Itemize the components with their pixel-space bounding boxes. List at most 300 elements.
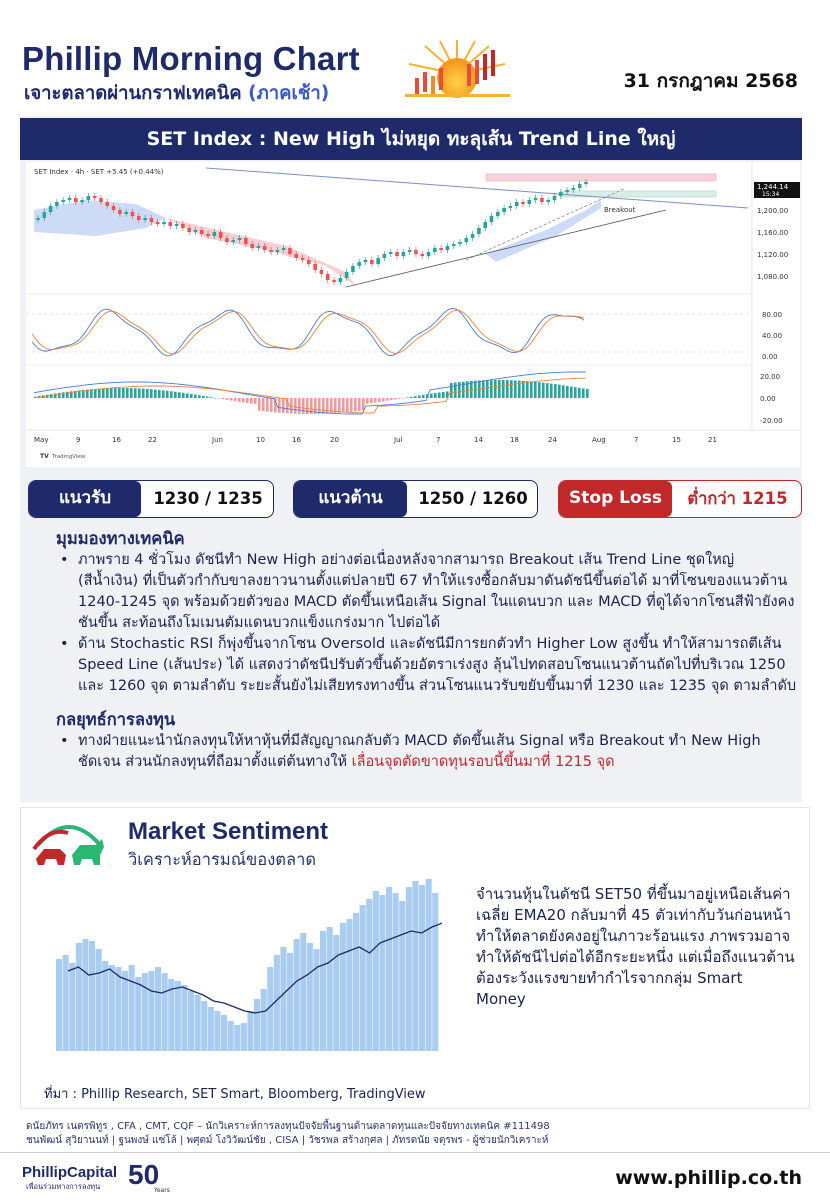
macd-histogram-bar xyxy=(430,394,433,398)
anniversary-logo xyxy=(128,1158,176,1194)
time-tick: 7 xyxy=(634,436,639,444)
tradingview-label: TradingView xyxy=(52,454,86,460)
macd-histogram-bar xyxy=(374,398,377,403)
set50-bar xyxy=(426,879,432,1051)
price-tick: 1,120.00 xyxy=(757,251,789,259)
set50-bar xyxy=(109,965,115,1051)
resistance-label: แนวต้าน xyxy=(294,481,407,517)
candle-body xyxy=(528,200,532,204)
candle-body xyxy=(427,252,431,256)
candle-body xyxy=(168,222,172,226)
candle-body xyxy=(572,188,576,190)
macd-histogram-bar xyxy=(110,388,113,398)
stoch-tick: 40.00 xyxy=(762,332,783,340)
macd-histogram-bar xyxy=(322,398,325,414)
set50-bar xyxy=(261,989,267,1051)
macd-histogram-bar xyxy=(394,398,397,399)
time-tick: 20 xyxy=(330,436,339,444)
macd-histogram-bar xyxy=(122,388,125,398)
macd-histogram-bar xyxy=(178,392,181,398)
macd-histogram-bar xyxy=(510,380,513,398)
macd-histogram-bar xyxy=(98,389,101,398)
set50-bar xyxy=(201,1001,207,1051)
macd-histogram-bar xyxy=(542,383,545,398)
macd-histogram-bar xyxy=(338,398,341,413)
stoploss-level-card xyxy=(558,480,802,518)
candle-body xyxy=(357,262,361,266)
set50-bar xyxy=(129,965,135,1051)
macd-histogram-bar xyxy=(238,398,241,402)
analysis-heading: มุมมองทางเทคนิค xyxy=(56,529,185,548)
set50-bar xyxy=(241,1023,247,1051)
macd-histogram-bar xyxy=(106,388,109,398)
set50-bar xyxy=(333,935,339,1051)
set50-bar xyxy=(115,967,121,1051)
candle-body xyxy=(465,238,469,242)
candle-body xyxy=(420,254,424,256)
resistance-level-card xyxy=(293,480,538,518)
macd-pane xyxy=(34,372,589,414)
logo-arc-red xyxy=(34,832,68,849)
candle-body xyxy=(326,274,330,280)
phillipcapital-logo: PhillipCapital xyxy=(22,1164,118,1181)
candle-body xyxy=(509,206,513,208)
macd-histogram-bar xyxy=(450,383,453,398)
macd-histogram-bar xyxy=(370,398,373,403)
time-tick: May xyxy=(34,436,49,444)
candle-body xyxy=(137,216,141,220)
candle-body xyxy=(219,232,223,238)
macd-histogram-bar xyxy=(242,398,245,402)
candle-body xyxy=(578,184,582,188)
candle-body xyxy=(395,252,399,256)
set50-bar xyxy=(221,1015,227,1051)
set50-bar xyxy=(379,895,385,1051)
macd-histogram-bar xyxy=(554,384,557,398)
candle-body xyxy=(124,212,128,214)
candle-body xyxy=(345,272,349,278)
report-subtitle xyxy=(24,79,329,108)
time-tick: 14 xyxy=(474,436,483,444)
macd-histogram-bar xyxy=(146,389,149,398)
time-tick: 9 xyxy=(76,436,81,444)
macd-histogram-bar xyxy=(230,398,233,401)
candle-body xyxy=(244,238,248,244)
time-tick: 18 xyxy=(510,436,519,444)
macd-histogram-bar xyxy=(114,388,117,398)
website-url: www.phillip.co.th xyxy=(615,1167,802,1189)
macd-histogram-bar xyxy=(410,397,413,398)
set50-bars xyxy=(42,873,442,1058)
set-index-chart xyxy=(26,162,800,467)
macd-histogram-bar xyxy=(202,396,205,398)
tradingview-logo: TV xyxy=(40,453,49,460)
macd-histogram-bar xyxy=(382,398,385,401)
macd-histogram-bar xyxy=(506,380,509,398)
set50-bar xyxy=(82,939,88,1051)
set50-bar xyxy=(340,923,346,1051)
macd-histogram-bar xyxy=(102,388,105,398)
price-tick: 1,160.00 xyxy=(757,229,789,237)
candle-body xyxy=(490,216,494,222)
set50-bar xyxy=(69,963,75,1051)
stoch-k-line xyxy=(32,308,584,355)
macd-histogram-bar xyxy=(170,391,173,398)
macd-histogram-bar xyxy=(130,388,133,398)
candle-body xyxy=(156,222,160,224)
candle-body xyxy=(313,264,317,270)
macd-histogram-bar xyxy=(294,398,297,414)
set50-bar xyxy=(287,953,293,1051)
stoploss-label: Stop Loss xyxy=(559,481,672,517)
candle-body xyxy=(42,212,46,218)
candle-body xyxy=(458,242,462,244)
macd-histogram-bar xyxy=(246,398,249,403)
set50-bar xyxy=(142,973,148,1051)
candle-body xyxy=(389,252,393,254)
macd-histogram-bar xyxy=(270,398,273,412)
macd-histogram-bar xyxy=(354,398,357,411)
candle-body xyxy=(80,200,84,202)
macd-histogram-bar xyxy=(262,398,265,411)
macd-histogram-bar xyxy=(414,396,417,398)
candle-body xyxy=(276,250,280,252)
macd-histogram-bar xyxy=(398,398,401,399)
time-tick: 7 xyxy=(436,436,441,444)
candle-body xyxy=(402,252,406,256)
time-tick: 21 xyxy=(708,436,717,444)
set50-bar xyxy=(346,919,352,1051)
stoploss-value: ต่ำกว่า 1215 xyxy=(687,489,788,508)
set50-bar xyxy=(386,887,392,1051)
analysis-list xyxy=(58,550,798,697)
macd-histogram-bar xyxy=(334,398,337,413)
macd-histogram-bar xyxy=(534,382,537,398)
time-tick: 10 xyxy=(256,436,265,444)
set50-bar xyxy=(228,1021,234,1051)
macd-histogram-bar xyxy=(546,383,549,398)
author-line-2: ชนพัฒน์ สุวิยานนท์ | ฐนพงษ์ แซ่โล้ | พศุตม์ โงวิวัฒน์ชัย , CISA | วัชรพล สร้างกุศล | ภัทรดนัย จตุรพร - ผู้ช่วยนักวิเคราะห์ xyxy=(26,1135,549,1146)
sun-chart-illustration xyxy=(395,38,520,106)
macd-histogram-bar xyxy=(514,380,517,398)
macd-histogram-bar xyxy=(290,398,293,414)
candle-body xyxy=(61,200,65,202)
resistance-zone xyxy=(486,174,716,181)
candle-body xyxy=(36,218,40,220)
macd-histogram-bar xyxy=(566,386,569,398)
candle-body xyxy=(332,280,336,282)
macd-histogram-bar xyxy=(482,380,485,398)
price-tick: 1,080.00 xyxy=(757,273,789,281)
macd-histogram-bar xyxy=(222,398,225,399)
subtitle-main: เจาะตลาดผ่านกราฟเทคนิค xyxy=(24,83,242,104)
candle-body xyxy=(87,196,91,200)
macd-histogram-bar xyxy=(90,389,93,398)
macd-histogram-bar xyxy=(358,398,361,411)
sentiment-title: Market Sentiment xyxy=(128,818,329,845)
candle-body xyxy=(257,246,261,248)
macd-histogram-bar xyxy=(402,398,405,399)
support-value: 1230 / 1235 xyxy=(153,489,263,508)
set50-bar xyxy=(294,939,300,1051)
macd-histogram-bar xyxy=(206,397,209,398)
set50-bar xyxy=(373,891,379,1051)
candle-body xyxy=(231,240,235,242)
macd-histogram-bar xyxy=(302,398,305,414)
macd-histogram-bar xyxy=(278,398,281,413)
macd-histogram-bar xyxy=(574,387,577,398)
candle-body xyxy=(584,182,588,184)
set50-bar xyxy=(307,943,313,1051)
candle-body xyxy=(452,244,456,246)
macd-histogram-bar xyxy=(298,398,301,414)
stoch-tick-labels xyxy=(762,311,782,361)
set50-bar xyxy=(327,927,333,1051)
macd-histogram-bar xyxy=(530,381,533,398)
candle-body xyxy=(565,190,569,192)
chart-legend: SET Index · 4h · SET +5.45 (+0.44%) xyxy=(34,168,164,176)
candle-body xyxy=(307,260,311,264)
macd-histogram-bar xyxy=(578,388,581,398)
candle-body xyxy=(175,224,179,226)
time-tick: Jun xyxy=(212,436,223,444)
candle-body xyxy=(118,210,122,214)
macd-histogram-bar xyxy=(458,382,461,398)
macd-histogram-bar xyxy=(158,390,161,398)
set50-bar xyxy=(208,1007,214,1051)
set50-bar xyxy=(155,967,161,1051)
macd-histogram-bar xyxy=(138,388,141,398)
set50-bar xyxy=(300,933,306,1051)
set50-bar xyxy=(56,959,62,1051)
macd-histogram-bar xyxy=(166,391,169,398)
macd-histogram-bar xyxy=(454,382,457,398)
set50-bar xyxy=(393,893,399,1051)
macd-histogram-bar xyxy=(198,395,201,398)
candle-body xyxy=(49,206,53,212)
strategy-bullet xyxy=(58,731,798,773)
macd-histogram-bar xyxy=(234,398,237,401)
chart-banner: SET Index : New High ไม่หยุด ทะลุเส้น Trend Line ใหญ่ xyxy=(20,118,802,160)
candle-body xyxy=(162,222,166,224)
time-tick: 22 xyxy=(148,436,157,444)
candle-body xyxy=(143,218,147,220)
macd-histogram-bar xyxy=(362,398,365,410)
time-tick: Jul xyxy=(394,436,403,444)
last-price-time: 15:34 xyxy=(762,191,780,198)
anniversary-number: 50 xyxy=(128,1159,160,1190)
candle-body xyxy=(376,258,380,264)
footer-divider xyxy=(0,1152,830,1153)
candle-body xyxy=(502,208,506,212)
price-tick: 1,200.00 xyxy=(757,207,789,215)
candle-body xyxy=(74,198,78,202)
candle-body xyxy=(68,198,72,200)
macd-histogram-bar xyxy=(250,398,253,404)
candle-body xyxy=(294,254,298,258)
set50-bar xyxy=(412,881,418,1051)
candle-body xyxy=(194,230,198,232)
macd-tick: -20.00 xyxy=(760,417,783,425)
set50-bar xyxy=(399,901,405,1051)
analysis-bullet-1: • ภาพราย 4 ชั่วโมง ดัชนีทำ New High อย่างต่อเนื่องหลังจากสามารถ Breakout เส้น Trend Line ชุดใหญ่ (สีน้ำเงิน) ที่เป็นตัวกำกับขาลงยาวนานตั้งแต่ปลายปี 67 ทำให้แรงซื้อกลับมาดันดัชนีขึ้นต่อได้ มาที่โซนของแนวต้าน 1240-1245 จุด พร้อมด้วยตัวของ MACD ตัดขึ้นเหนือเส้น Signal ในแดนบวก และ MACD ที่ดูได้จากโซนสีฟ้ายังคงชันขึ้น สะท้อนถึงโมเมนตัมแดนบวกแข็งแกร่งมาก ไปต่อได้ xyxy=(58,550,798,634)
candle-body xyxy=(351,266,355,272)
macd-histogram-bar xyxy=(226,398,229,400)
candle-body xyxy=(131,212,135,216)
candle-body xyxy=(383,254,387,258)
macd-histogram-bar xyxy=(266,398,269,412)
macd-histogram-bar xyxy=(490,380,493,398)
macd-histogram-bar xyxy=(538,382,541,398)
analysis-bullet-2: • ด้าน Stochastic RSI ก็พุ่งขึ้นจากโซน Oversold และดัชนีมีการยกตัวทำ Higher Low สูงขึ้น ทำให้สามารถตีเส้น Speed Line (เส้นประ) ได้ แสดงว่าดัชนีปรับตัวขึ้นด้วยอัตราเร่งสูง ลุ้นไปทดสอบโซนแนวต้านถัดไปที่บริเวณ 1250 และ 1260 จุด ตามลำดับ ระยะสั้นยังไม่เสียทรงทางขึ้น ส่วนโซนแนวรับขยับขึ้นมาที่ 1230 และ 1235 จุด ตามลำดับ xyxy=(58,634,798,697)
time-tick: 16 xyxy=(292,436,301,444)
candle-body xyxy=(187,228,191,232)
set50-bar xyxy=(320,931,326,1051)
macd-histogram-bar xyxy=(502,380,505,398)
time-tick: 16 xyxy=(112,436,121,444)
candle-body xyxy=(540,198,544,202)
macd-histogram-bar xyxy=(526,381,529,398)
macd-histogram-bar xyxy=(142,389,145,398)
candle-body xyxy=(515,202,519,206)
set50-bar xyxy=(247,1011,253,1051)
macd-histogram-bar xyxy=(254,398,257,404)
macd-histogram-bar xyxy=(318,398,321,414)
macd-histogram-bar xyxy=(562,385,565,398)
candle-body xyxy=(521,202,525,204)
macd-histogram-bar xyxy=(346,398,349,412)
candle-body xyxy=(150,218,154,222)
macd-histogram-bar xyxy=(174,392,177,398)
set50-bar xyxy=(353,913,359,1051)
set50-bar xyxy=(214,1011,220,1051)
set50-bar xyxy=(135,977,141,1051)
candle-body xyxy=(559,192,563,196)
macd-histogram-bar xyxy=(258,398,261,411)
macd-histogram-bar xyxy=(406,397,409,398)
macd-histogram-bar xyxy=(154,390,157,398)
macd-histogram-bar xyxy=(210,397,213,398)
speed-line xyxy=(466,188,626,260)
set50-bar xyxy=(406,887,412,1051)
price-tick-labels xyxy=(757,207,788,281)
candle-body xyxy=(55,202,59,206)
strategy-highlight: เลื่อนจุดตัดขาดทุนรอบนี้ขึ้นมาที่ 1215 จุด xyxy=(351,754,615,770)
anniversary-sub: Years xyxy=(154,1187,170,1194)
macd-histogram-bar xyxy=(390,398,393,400)
candle-body xyxy=(225,238,229,242)
set50-bar xyxy=(234,1025,240,1051)
set50-bar xyxy=(102,961,108,1051)
macd-histogram-bar xyxy=(182,393,185,398)
macd-histogram-bar xyxy=(378,398,381,402)
macd-histogram-bar xyxy=(494,380,497,398)
report-date: 31 กรกฎาคม 2568 xyxy=(623,70,798,92)
candle-body xyxy=(471,234,475,238)
macd-histogram-bar xyxy=(582,388,585,398)
macd-histogram-bar xyxy=(118,388,121,398)
uptrend-line xyxy=(346,210,666,287)
macd-histogram-bar xyxy=(150,389,153,398)
candle-body xyxy=(238,238,242,240)
candle-body xyxy=(477,228,481,234)
set50-bar xyxy=(254,999,260,1051)
time-tick: Aug xyxy=(592,436,606,444)
candle-body xyxy=(339,278,343,282)
candle-body xyxy=(414,250,418,254)
source-note: ที่มา : Phillip Research, SET Smart, Bloomberg, TradingView xyxy=(44,1087,426,1102)
strategy-text: ทางฝ่ายแนะนำนักลงทุนให้หาหุ้นที่มีสัญญาณกลับตัว MACD ตัดขึ้นเส้น Signal หรือ Breakout ทำ New High ชัดเจน ส่วนนักลงทุนที่ถือมาตั้งแต่ต้นทางให้ xyxy=(78,733,761,770)
macd-histogram-bar xyxy=(570,386,573,398)
time-tick-labels xyxy=(34,436,717,444)
macd-histogram-bar xyxy=(442,392,445,398)
set50-bar xyxy=(76,943,82,1051)
candle-body xyxy=(99,198,103,202)
macd-histogram-bar xyxy=(214,398,217,399)
candle-body xyxy=(105,202,109,206)
stochastic-rsi-pane xyxy=(26,308,752,355)
last-price: 1,244.14 xyxy=(757,183,789,191)
set50-bar xyxy=(366,899,372,1051)
time-tick: 24 xyxy=(548,436,557,444)
author-line-1: ดนัยภัทร เนตรพิทูร , CFA , CMT, CQF – นักวิเคราะห์การลงทุนปัจจัยพื้นฐานด้านตลาดทุนและปัจจัยทางเทคนิค #111498 xyxy=(26,1121,550,1132)
candle-body xyxy=(213,232,217,236)
set50-bar xyxy=(175,981,181,1051)
candle-body xyxy=(446,246,450,250)
tradingview-chart-svg xyxy=(26,162,800,467)
candle-body xyxy=(301,258,305,260)
macd-histogram-bar xyxy=(486,380,489,398)
candle-body xyxy=(269,250,273,252)
set50-bar xyxy=(419,885,425,1051)
candle-body xyxy=(181,224,185,228)
candle-body xyxy=(200,230,204,234)
macd-tick: 20.00 xyxy=(760,373,781,381)
macd-histogram-bar xyxy=(134,388,137,398)
macd-tick: 0.00 xyxy=(760,395,776,403)
macd-histogram-bar xyxy=(498,380,501,398)
candle-body xyxy=(206,234,210,236)
sentiment-text: จำนวนหุ้นในดัชนี SET50 ที่ขึ้นมาอยู่เหนือเส้นค่าเฉลี่ย EMA20 กลับมาที่ 45 ตัวเท่ากับวันก่อนหน้า ทำให้ตลาดยังคงอยู่ในภาวะร้อนแรง ภาพรวมอาจทำให้ดัชนีไปต่อได้อีกระยะหนึ่ง แต่เมื่อถึงแนวต้านต้องระวังแรงขายทำกำไรจากกลุ่ม Smart Money xyxy=(476,885,795,1008)
support-level-card xyxy=(28,480,274,518)
stoch-tick: 80.00 xyxy=(762,311,783,319)
macd-histogram-bar xyxy=(326,398,329,414)
macd-histogram-bar xyxy=(418,396,421,398)
macd-histogram-bar xyxy=(194,395,197,398)
bull-icon xyxy=(72,839,104,865)
macd-histogram-bar xyxy=(94,389,97,398)
strategy-heading: กลยุทธ์การลงทุน xyxy=(56,710,176,729)
set50-bar xyxy=(280,947,286,1051)
macd-histogram-bar xyxy=(282,398,285,413)
candle-body xyxy=(370,260,374,264)
macd-histogram-bar xyxy=(550,384,553,398)
candle-body xyxy=(364,260,368,262)
candle-body xyxy=(553,196,557,200)
candle-body xyxy=(112,206,116,210)
set50-bar xyxy=(195,995,201,1051)
candle-body xyxy=(93,196,97,198)
macd-histogram-bar xyxy=(162,390,165,398)
phillipcapital-tagline: เพื่อนร่วมทางการลงทุน xyxy=(26,1182,101,1191)
candle-body xyxy=(496,212,500,216)
set50-bar xyxy=(96,949,102,1051)
set50-bar xyxy=(122,971,128,1051)
stoch-tick: 0.00 xyxy=(762,353,778,361)
technical-analysis xyxy=(38,528,798,773)
macd-histogram-bar xyxy=(422,395,425,398)
set50-bar xyxy=(432,893,438,1051)
